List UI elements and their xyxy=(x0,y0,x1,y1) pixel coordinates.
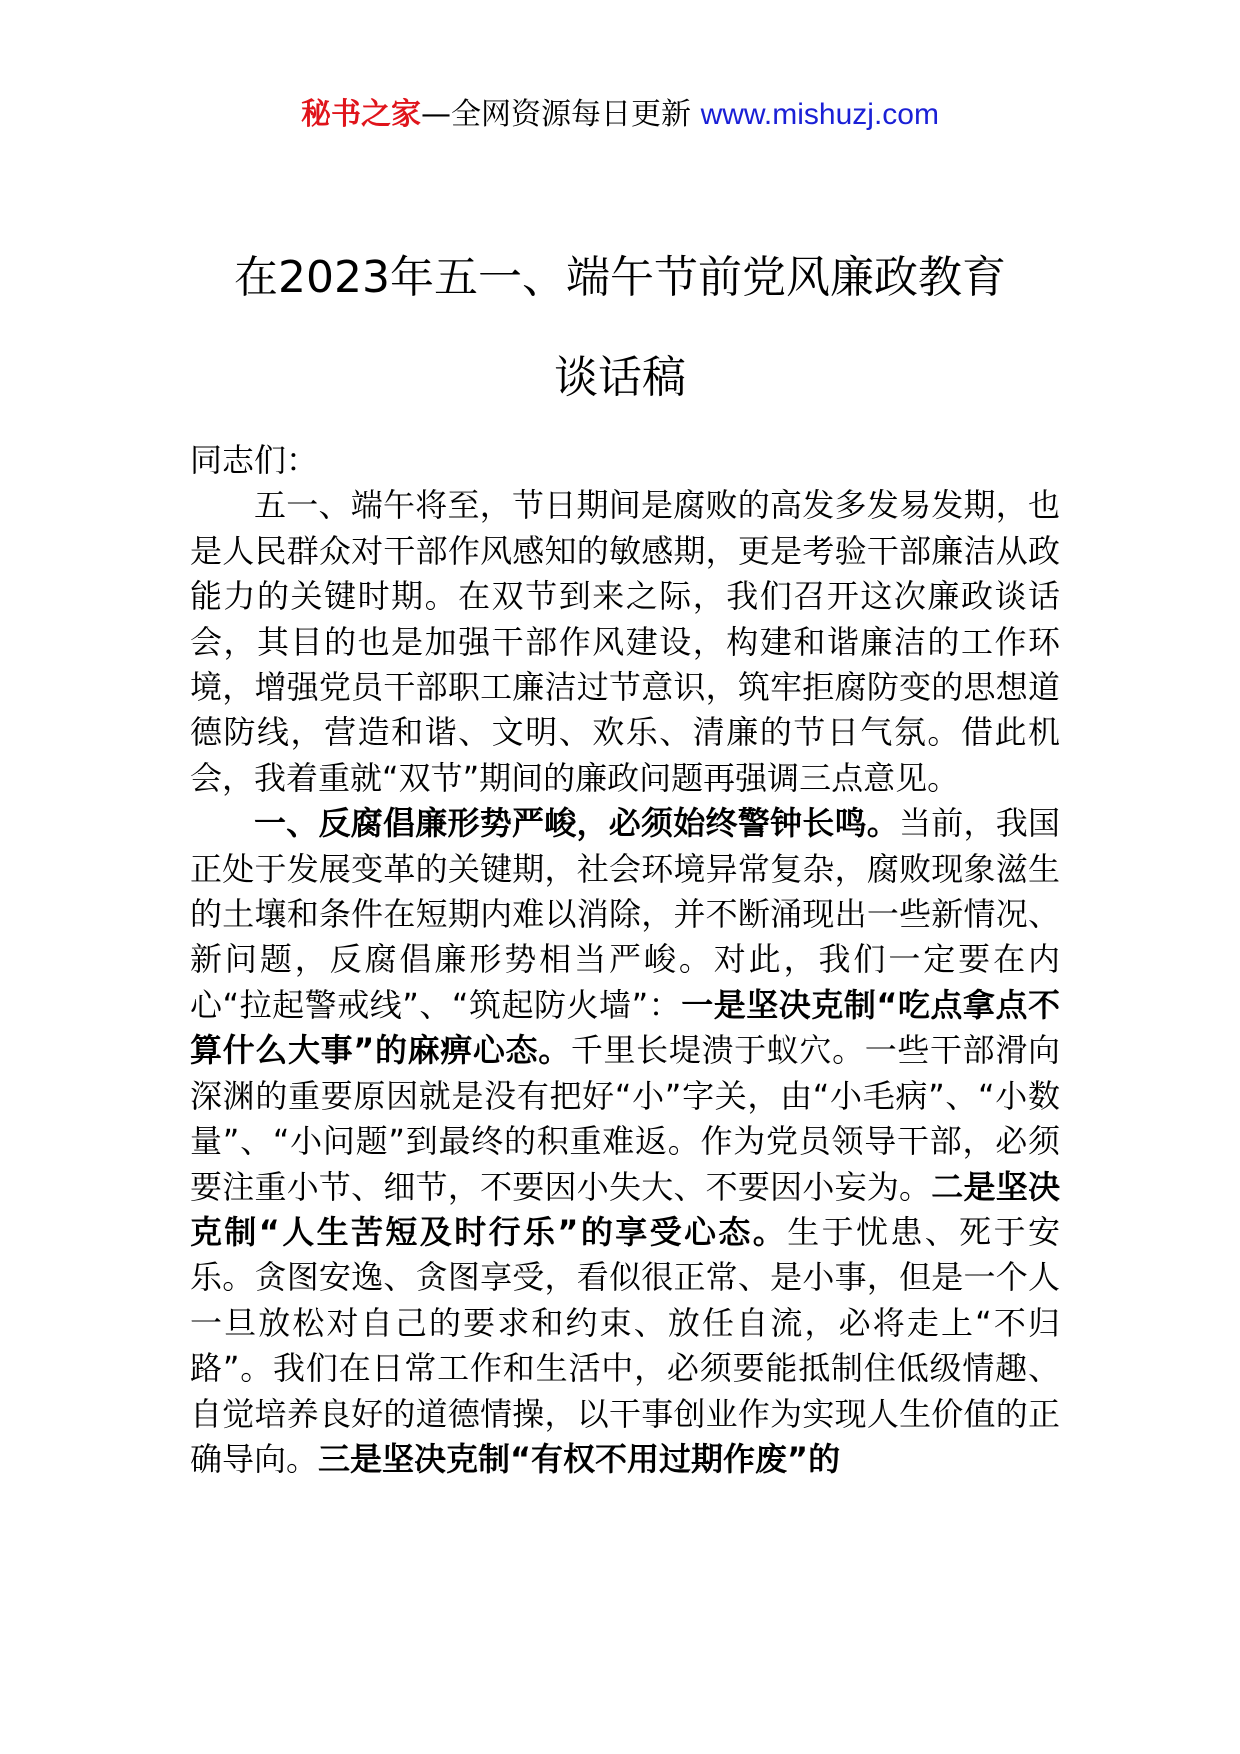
point-2-text: 生于忧患、死于安乐。贪图安逸、贪图享受，看似很正常、是小事，但是一个人一旦放松对自己的要求和约束、放任自流，必将走上“不归路”。我们在日常工作和生活中，必须要能抵制住低级情趣、自觉培养良好的道德情操，以干事创业作为实现人生价值的正确导向。 xyxy=(190,1212,1060,1478)
point-1: 一是坚决克制“吃点拿点不算什么大事”的麻痹心态。 xyxy=(190,985,1060,1070)
title-line-1: 在2023年五一、端午节前党风廉政教育 xyxy=(234,252,1006,303)
document-body xyxy=(190,438,1060,1482)
document-title xyxy=(190,228,1050,428)
point-2: 二是坚决克制“人生苦短及时行乐”的享受心态。 xyxy=(190,1167,1060,1251)
section-heading: 一、反腐倡廉形势严峻，必须始终警钟长鸣。 xyxy=(254,804,899,843)
point-1-text: 千里长堤溃于蚁穴。一些干部滑向深渊的重要原因就是没有把好“小”字关，由“小毛病”、“小数量”、“小问题”到最终的积重难返。作为党员领导干部，必须要注重小节、细节，不要因小失大、不要因小妄为。 xyxy=(190,1031,1060,1206)
paragraph-intro: 五一、端午将至，节日期间是腐败的高发多发易发期，也是人民群众对干部作风感知的敏感期，更是考验干部廉洁从政能力的关键时期。在双节到来之际，我们召开这次廉政谈话会，其目的也是加强干部作风建设，构建和谐廉洁的工作环境，增强党员干部职工廉洁过节意识，筑牢拒腐防变的思想道德防线，营造和谐、文明、欢乐、清廉的节日气氛。借此机会，我着重就“双节”期间的廉政问题再强调三点意见。 xyxy=(190,486,1060,797)
header-tagline: —全网资源每日更新 xyxy=(421,97,701,132)
section-text: 当前，我国正处于发展变革的关键期，社会环境异常复杂，腐败现象滋生的土壤和条件在短期内难以消除，并不断涌现出一些新情况、新问题，反腐倡廉形势相当严峻。对此，我们一定要在内心“拉起警戒线”、“筑起防火墙”： xyxy=(190,804,1060,1024)
site-header xyxy=(0,95,1240,135)
site-url-link[interactable]: www.mishuzj.com xyxy=(700,98,939,131)
brand-name: 秘书之家 xyxy=(301,97,422,132)
salutation: 同志们： xyxy=(190,441,319,479)
paragraph-section-1 xyxy=(190,801,1060,1482)
title-line-2: 谈话稿 xyxy=(554,352,686,403)
point-3: 三是坚决克制“有权不用过期作废”的 xyxy=(318,1439,841,1478)
